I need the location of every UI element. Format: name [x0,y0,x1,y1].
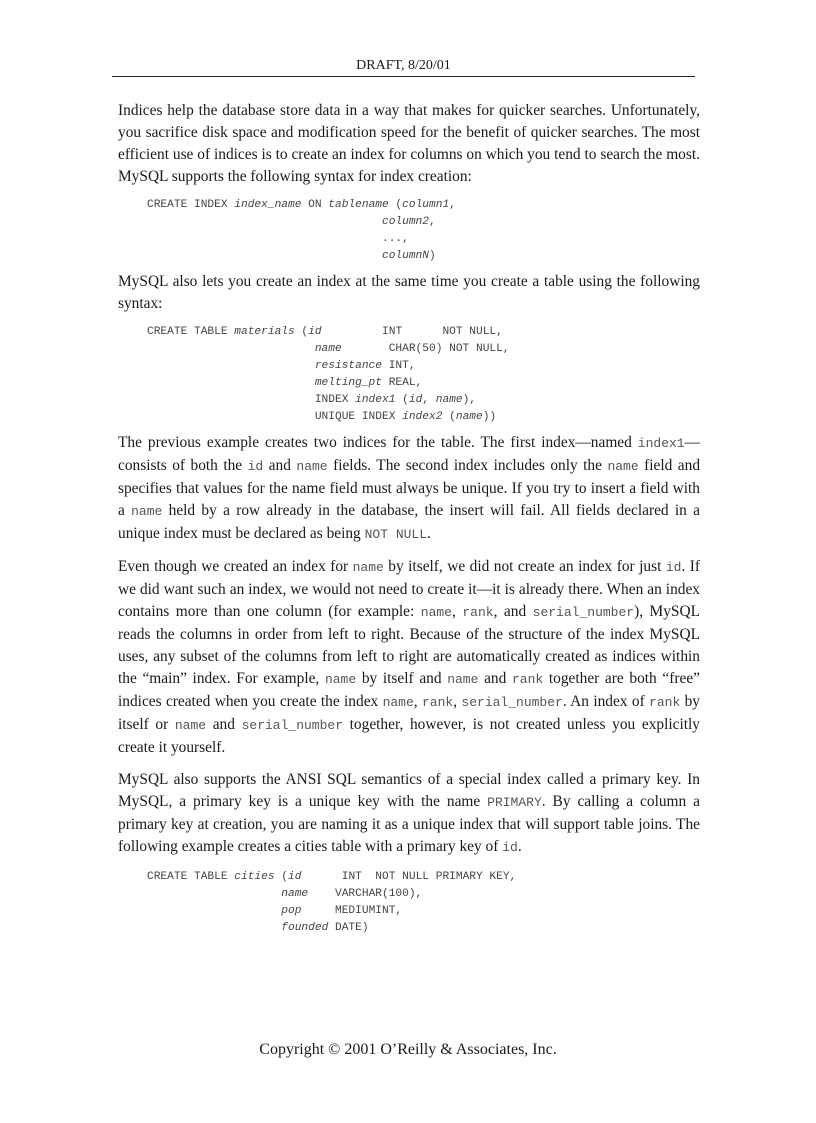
code-placeholder: index1 [355,394,396,406]
inline-code: id [502,840,518,855]
inline-code: NOT NULL [364,527,428,542]
inline-code: name [420,605,452,620]
code-placeholder: melting_pt [314,377,382,389]
inline-code: id [665,560,682,575]
code-placeholder: tablename [328,199,389,211]
code-placeholder: id [308,326,322,338]
inline-code: rank [649,695,681,710]
inline-code: name [324,672,357,687]
code-placeholder: column2 [381,216,429,228]
code-placeholder: pop [281,905,302,917]
code-placeholder: index2 [402,411,443,423]
inline-code: id [247,459,264,474]
inline-code: rank [511,672,544,687]
inline-code: serial_number [241,718,344,733]
code-placeholder: columnN [381,250,429,262]
code-placeholder: id [408,394,423,406]
inline-code: name [607,459,639,474]
page-content [118,100,700,937]
inline-code: rank [462,605,494,620]
inline-code: name [296,459,328,474]
code-placeholder: materials [234,326,295,338]
inline-code: name [131,504,163,519]
code-placeholder: index_name [234,199,302,211]
code-placeholder: name [435,394,463,406]
code-create-table-materials: CREATE TABLE materials (id INT NOT NULL, name CHAR(50) NOT NULL, resistance INT, melting_pt REAL, INDEX index1 (id, name), UNIQUE INDEX index2 (name)) [147,326,510,423]
code-placeholder: name [281,888,309,900]
inline-code: name [174,718,207,733]
code-placeholder: name [455,411,483,423]
paragraph-multicolumn-index: Even though we created an index for name by itself, we did not create an index for just id. If we did want such an index, we would not need to create it—it is already there. When an index contains more than one column (for example: name, rank, and serial_number), MySQL reads the columns in order from left to right. Because of the structure of the index MySQL uses, any subset of the columns from left to right are automatically created as indices within the “main” index. For example, name by itself and name and rank together are both “free” indices created when you create the index name, rank, serial_number. An index of rank by itself or name and serial_number together, however, is not created unless you explicitly create it yourself. [118,558,701,756]
code-create-index: CREATE INDEX index_name ON tablename (column1, column2, ..., columnN) [147,199,456,262]
inline-code: PRIMARY [487,795,542,810]
inline-code: serial_number [532,605,635,620]
inline-code: rank [422,695,454,710]
code-placeholder: column1 [402,199,450,211]
paragraph-indices-intro: Indices help the database store data in a way that makes for quicker searches. Unfortunately, you sacrifice disk space and modification speed for the benefit of quicker searches. The most efficient use of indices is to create an index for columns on which you tend to search the most. MySQL supports the following syntax for index creation: [118,102,700,185]
inline-code: name [382,695,414,710]
paragraph-index-example: The previous example creates two indices for the table. The first index—named index1—consists of both the id and name fields. The second index includes only the name field and specifies that values for the name field must always be unique. If you try to insert a field with a name held by a row already in the database, the insert will fail. All fields declared in a unique index must be declared as being NOT NULL. [118,434,701,542]
code-placeholder: founded [281,922,329,934]
paragraph-primary-key: MySQL also supports the ANSI SQL semantics of a special index called a primary key. In MySQL, a primary key is a unique key with the name PRIMARY. By calling a column a primary key at creation, you are naming it as a unique index that will support table joins. The following example creates a cities table with a primary key of id. [118,771,700,855]
code-placeholder: id [288,871,302,883]
code-create-table-cities: CREATE TABLE cities (id INT NOT NULL PRIMARY KEY, name VARCHAR(100), pop MEDIUMINT, founded DATE) [147,871,517,934]
inline-code: name [352,560,384,575]
code-placeholder: resistance [314,360,382,372]
code-placeholder: cities [234,871,275,883]
inline-code: index1 [637,436,685,451]
paragraph-create-table-intro: MySQL also lets you create an index at the same time you create a table using the following syntax: [118,273,700,312]
page-header: DRAFT, 8/20/01 [112,58,695,77]
code-placeholder: name [314,343,342,355]
inline-code: serial_number [461,695,563,710]
inline-code: name [447,672,479,687]
page-footer: Copyright © 2001 O’Reilly & Associates, Inc. [259,1041,557,1058]
